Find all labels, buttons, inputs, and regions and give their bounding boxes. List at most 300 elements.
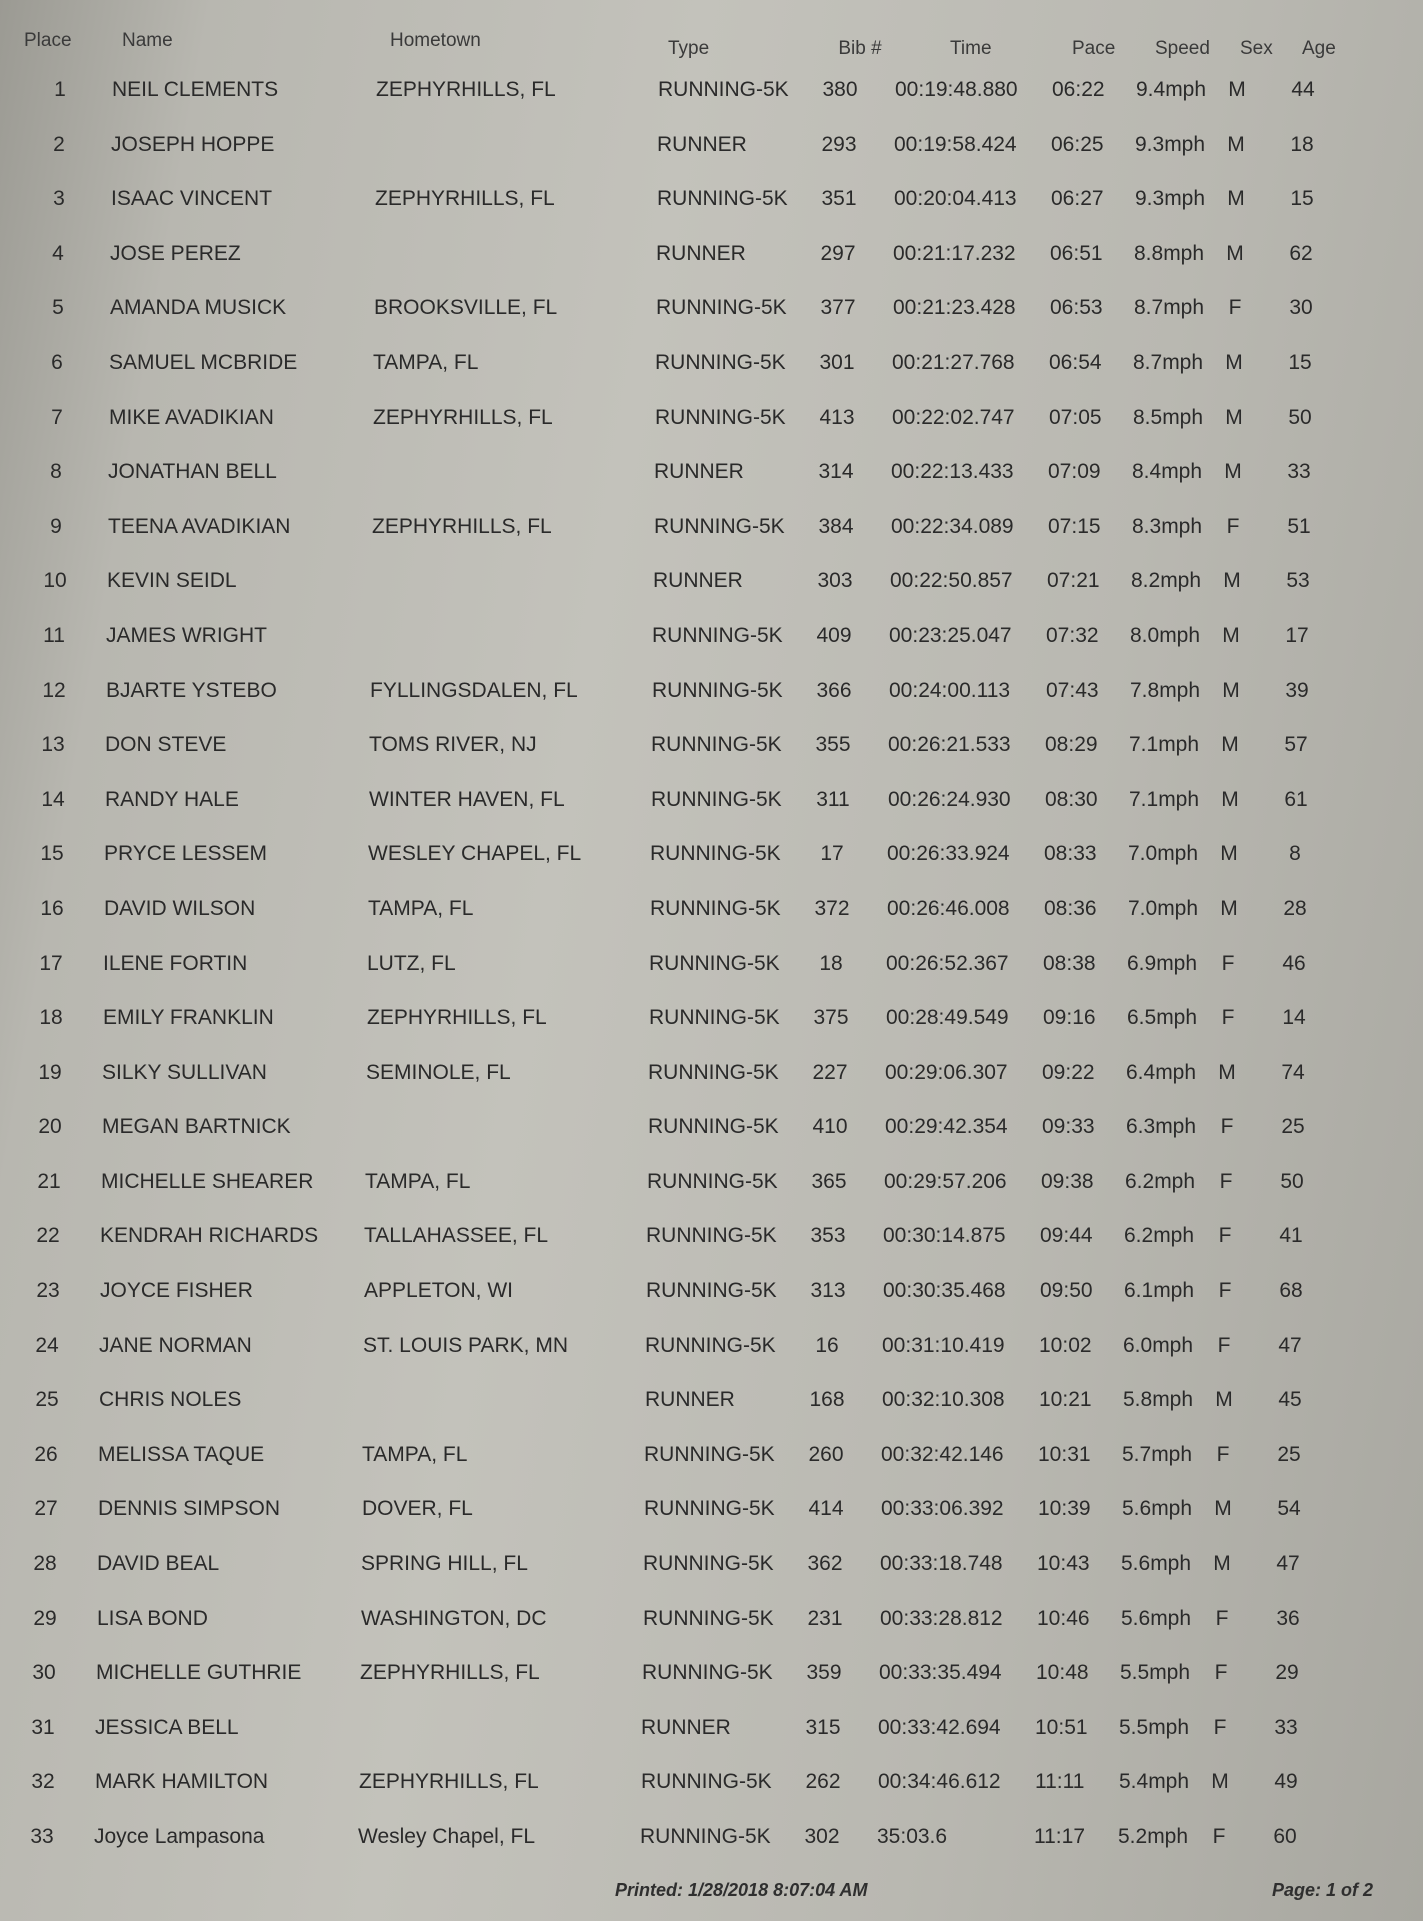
race-type: RUNNING-5K — [646, 1224, 777, 1248]
speed-cell: 5.6mph — [1121, 1606, 1192, 1630]
bib-number: 260 — [808, 1442, 844, 1466]
runner-name: PRYCE LESSEM — [104, 842, 268, 866]
speed-cell: 8.7mph — [1133, 350, 1204, 374]
speed-cell: 5.6mph — [1122, 1497, 1193, 1521]
place-cell: 9 — [50, 514, 62, 538]
finish-time: 00:23:25.047 — [889, 623, 1012, 647]
race-type: RUNNING-5K — [651, 787, 782, 811]
place-cell: 15 — [40, 842, 64, 866]
pace-cell: 10:51 — [1035, 1715, 1088, 1739]
table-row — [0, 557, 1423, 612]
place-cell: 29 — [33, 1606, 57, 1630]
sex-cell: F — [1221, 1006, 1235, 1030]
pace-cell: 10:43 — [1037, 1552, 1090, 1576]
pace-cell: 07:32 — [1046, 623, 1099, 647]
race-type: RUNNING-5K — [650, 842, 781, 866]
hometown-cell: ZEPHYRHILLS, FL — [360, 1661, 540, 1685]
pace-cell: 10:21 — [1039, 1388, 1092, 1412]
hometown-cell: DOVER, FL — [362, 1497, 473, 1521]
finish-time: 00:33:28.812 — [880, 1606, 1003, 1630]
finish-time: 00:29:06.307 — [885, 1060, 1008, 1084]
bib-number: 365 — [811, 1169, 847, 1193]
header-sex: Sex — [1240, 38, 1273, 59]
table-row — [0, 284, 1423, 339]
hometown-cell: ZEPHYRHILLS, FL — [372, 514, 552, 538]
speed-cell: 7.8mph — [1130, 678, 1201, 702]
age-cell: 28 — [1283, 896, 1307, 920]
race-type: RUNNING-5K — [650, 896, 781, 920]
place-cell: 12 — [42, 678, 66, 702]
speed-cell: 7.1mph — [1129, 787, 1200, 811]
race-type: RUNNING-5K — [658, 78, 789, 101]
pace-cell: 08:33 — [1044, 842, 1097, 866]
race-type: RUNNING-5K — [644, 1442, 775, 1466]
runner-name: KEVIN SEIDL — [107, 569, 237, 593]
place-cell: 28 — [33, 1552, 57, 1576]
sex-cell: M — [1226, 241, 1244, 265]
runner-name: DON STEVE — [105, 733, 227, 757]
table-row — [0, 1103, 1423, 1158]
race-type: RUNNING-5K — [648, 1060, 779, 1084]
bib-number: 231 — [807, 1606, 843, 1630]
pace-cell: 09:22 — [1042, 1060, 1095, 1084]
hometown-cell: TOMS RIVER, NJ — [369, 733, 537, 757]
race-type: RUNNING-5K — [651, 733, 782, 757]
runner-name: JOSEPH HOPPE — [111, 132, 275, 156]
pace-cell: 06:51 — [1050, 241, 1103, 265]
race-type: RUNNING-5K — [655, 405, 786, 429]
bib-number: 301 — [819, 350, 855, 374]
speed-cell: 5.5mph — [1119, 1715, 1190, 1739]
place-cell: 5 — [52, 296, 64, 320]
runner-name: CHRIS NOLES — [99, 1388, 242, 1412]
sex-cell: F — [1217, 1333, 1231, 1357]
bib-number: 297 — [820, 241, 856, 265]
pace-cell: 10:46 — [1037, 1606, 1090, 1630]
sex-cell: M — [1214, 1497, 1232, 1521]
hometown-cell: ZEPHYRHILLS, FL — [359, 1770, 539, 1794]
race-type: RUNNING-5K — [649, 1006, 780, 1030]
runner-name: MEGAN BARTNICK — [102, 1115, 291, 1139]
age-cell: 29 — [1275, 1661, 1299, 1685]
table-row — [0, 1212, 1423, 1267]
race-type: RUNNING-5K — [654, 514, 785, 538]
pace-cell: 08:30 — [1045, 787, 1098, 811]
finish-time: 00:24:00.113 — [889, 678, 1011, 702]
hometown-cell: APPLETON, WI — [364, 1279, 513, 1303]
finish-time: 00:22:34.089 — [891, 514, 1014, 538]
race-type: RUNNING-5K — [647, 1169, 778, 1193]
age-cell: 54 — [1277, 1497, 1301, 1521]
sex-cell: M — [1213, 1552, 1231, 1576]
pace-cell: 11:17 — [1034, 1825, 1085, 1848]
place-cell: 8 — [50, 460, 62, 484]
table-row — [0, 121, 1423, 176]
age-cell: 14 — [1282, 1006, 1306, 1030]
pace-cell: 09:44 — [1040, 1224, 1093, 1248]
bib-number: 410 — [812, 1115, 848, 1139]
finish-time: 00:30:14.875 — [883, 1224, 1006, 1248]
pace-cell: 06:25 — [1051, 132, 1104, 156]
hometown-cell: ST. LOUIS PARK, MN — [363, 1333, 568, 1357]
sex-cell: M — [1223, 569, 1241, 593]
age-cell: 44 — [1291, 78, 1315, 101]
hometown-cell: SPRING HILL, FL — [361, 1552, 528, 1576]
age-cell: 39 — [1285, 678, 1309, 702]
runner-name: JAMES WRIGHT — [106, 623, 267, 647]
place-cell: 4 — [52, 241, 64, 265]
finish-time: 00:26:24.930 — [888, 787, 1011, 811]
table-row — [0, 830, 1423, 885]
speed-cell: 9.3mph — [1135, 187, 1206, 211]
table-row — [0, 1431, 1423, 1486]
pace-cell: 09:16 — [1043, 1006, 1096, 1030]
place-cell: 30 — [32, 1661, 56, 1685]
pace-cell: 10:48 — [1036, 1661, 1089, 1685]
place-cell: 24 — [35, 1333, 59, 1357]
runner-name: JESSICA BELL — [95, 1715, 239, 1739]
age-cell: 18 — [1290, 132, 1314, 156]
hometown-cell: ZEPHYRHILLS, FL — [367, 1006, 547, 1030]
place-cell: 14 — [41, 787, 65, 811]
speed-cell: 7.1mph — [1129, 733, 1200, 757]
bib-number: 17 — [820, 842, 844, 866]
finish-time: 00:33:42.694 — [878, 1715, 1001, 1739]
place-cell: 17 — [39, 951, 63, 975]
hometown-cell: Wesley Chapel, FL — [358, 1825, 536, 1848]
pace-cell: 09:50 — [1040, 1279, 1093, 1303]
bib-number: 375 — [813, 1006, 849, 1030]
table-row — [0, 230, 1423, 285]
age-cell: 51 — [1287, 514, 1311, 538]
pace-cell: 06:22 — [1052, 78, 1105, 101]
bib-number: 293 — [821, 132, 857, 156]
speed-cell: 8.7mph — [1134, 296, 1205, 320]
age-cell: 45 — [1278, 1388, 1302, 1412]
speed-cell: 9.4mph — [1136, 78, 1207, 101]
header-pace: Pace — [1072, 38, 1116, 59]
bib-number: 168 — [809, 1388, 845, 1412]
pace-cell: 07:21 — [1047, 569, 1100, 593]
bib-number: 384 — [818, 514, 854, 538]
race-type: RUNNER — [654, 460, 744, 484]
runner-name: JONATHAN BELL — [108, 460, 277, 484]
pace-cell: 07:43 — [1046, 678, 1099, 702]
bib-number: 18 — [819, 951, 843, 975]
place-cell: 21 — [37, 1169, 61, 1193]
pace-cell: 08:36 — [1044, 896, 1097, 920]
finish-time: 00:21:23.428 — [893, 296, 1016, 320]
race-type: RUNNING-5K — [642, 1661, 773, 1685]
bib-number: 372 — [814, 896, 850, 920]
finish-time: 00:21:27.768 — [892, 350, 1015, 374]
sex-cell: F — [1220, 1115, 1234, 1139]
pace-cell: 10:02 — [1039, 1333, 1092, 1357]
table-row — [0, 175, 1423, 230]
hometown-cell: ZEPHYRHILLS, FL — [376, 78, 556, 101]
race-type: RUNNING-5K — [645, 1333, 776, 1357]
table-row — [0, 503, 1423, 558]
hometown-cell: ZEPHYRHILLS, FL — [375, 187, 555, 211]
runner-name: ISAAC VINCENT — [111, 187, 273, 211]
bib-number: 311 — [816, 787, 850, 811]
bib-number: 351 — [821, 187, 857, 211]
place-cell: 6 — [51, 350, 63, 374]
bib-number: 16 — [815, 1333, 839, 1357]
hometown-cell: BROOKSVILLE, FL — [374, 296, 558, 320]
hometown-cell: FYLLINGSDALEN, FL — [370, 678, 578, 702]
finish-time: 00:26:46.008 — [887, 896, 1010, 920]
race-type: RUNNER — [653, 569, 743, 593]
sex-cell: M — [1215, 1388, 1233, 1412]
header-speed: Speed — [1155, 38, 1210, 59]
place-cell: 3 — [53, 187, 65, 211]
hometown-cell: WASHINGTON, DC — [361, 1606, 547, 1630]
sex-cell: F — [1214, 1661, 1228, 1685]
pace-cell: 07:05 — [1049, 405, 1102, 429]
pace-cell: 06:27 — [1051, 187, 1104, 211]
sex-cell: M — [1225, 405, 1243, 429]
sex-cell: M — [1224, 460, 1242, 484]
bib-number: 377 — [820, 296, 856, 320]
table-row — [0, 1540, 1423, 1595]
table-row — [0, 994, 1423, 1049]
sex-cell: M — [1227, 132, 1245, 156]
place-cell: 25 — [35, 1388, 59, 1412]
finish-time: 00:19:58.424 — [894, 132, 1017, 156]
speed-cell: 8.4mph — [1132, 460, 1203, 484]
bib-number: 359 — [806, 1661, 842, 1685]
age-cell: 47 — [1278, 1333, 1302, 1357]
header-hometown: Hometown — [390, 30, 481, 51]
pace-cell: 10:31 — [1038, 1442, 1091, 1466]
sex-cell: M — [1211, 1770, 1229, 1794]
bib-number: 355 — [815, 733, 851, 757]
pace-cell: 06:53 — [1050, 296, 1103, 320]
runner-name: DAVID BEAL — [97, 1552, 220, 1576]
bib-number: 362 — [807, 1552, 843, 1576]
bib-number: 303 — [817, 569, 853, 593]
place-cell: 23 — [36, 1279, 60, 1303]
results-table — [0, 66, 1423, 1868]
runner-name: MIKE AVADIKIAN — [109, 405, 274, 429]
pace-cell: 07:09 — [1048, 460, 1101, 484]
runner-name: DAVID WILSON — [104, 896, 256, 920]
header-time: Time — [950, 38, 992, 59]
finish-time: 00:20:04.413 — [894, 187, 1017, 211]
table-row — [0, 448, 1423, 503]
age-cell: 47 — [1276, 1552, 1300, 1576]
speed-cell: 5.8mph — [1123, 1388, 1194, 1412]
sex-cell: F — [1226, 514, 1240, 538]
runner-name: NEIL CLEMENTS — [112, 78, 279, 101]
finish-time: 00:21:17.232 — [893, 241, 1016, 265]
age-cell: 36 — [1276, 1606, 1300, 1630]
sex-cell: M — [1220, 842, 1238, 866]
runner-name: MICHELLE SHEARER — [101, 1169, 314, 1193]
age-cell: 17 — [1285, 623, 1309, 647]
race-type: RUNNER — [641, 1715, 731, 1739]
finish-time: 00:22:13.433 — [891, 460, 1014, 484]
sex-cell: F — [1212, 1825, 1226, 1848]
runner-name: LISA BOND — [97, 1606, 208, 1630]
runner-name: BJARTE YSTEBO — [106, 678, 277, 702]
race-type: RUNNING-5K — [643, 1552, 774, 1576]
place-cell: 11 — [43, 623, 65, 647]
place-cell: 18 — [39, 1006, 63, 1030]
bib-number: 313 — [810, 1279, 846, 1303]
sex-cell: F — [1219, 1169, 1233, 1193]
table-row — [0, 667, 1423, 722]
place-cell: 1 — [54, 78, 66, 101]
hometown-cell: ZEPHYRHILLS, FL — [373, 405, 553, 429]
age-cell: 46 — [1282, 951, 1306, 975]
runner-name: MICHELLE GUTHRIE — [96, 1661, 302, 1685]
race-type: RUNNING-5K — [652, 678, 783, 702]
place-cell: 13 — [41, 733, 65, 757]
bib-number: 227 — [812, 1060, 848, 1084]
pace-cell: 08:38 — [1043, 951, 1096, 975]
bib-number: 380 — [822, 78, 858, 101]
bib-number: 315 — [805, 1715, 841, 1739]
race-type: RUNNER — [645, 1388, 735, 1412]
bib-number: 366 — [816, 678, 852, 702]
header-age: Age — [1302, 38, 1336, 59]
age-cell: 25 — [1281, 1115, 1305, 1139]
runner-name: MELISSA TAQUE — [98, 1442, 265, 1466]
place-cell: 7 — [51, 405, 63, 429]
finish-time: 00:26:52.367 — [886, 951, 1009, 975]
age-cell: 33 — [1274, 1715, 1298, 1739]
table-row — [0, 1376, 1423, 1431]
speed-cell: 5.7mph — [1122, 1442, 1193, 1466]
runner-name: ILENE FORTIN — [103, 951, 248, 975]
sex-cell: M — [1221, 733, 1239, 757]
race-type: RUNNING-5K — [646, 1279, 777, 1303]
speed-cell: 8.8mph — [1134, 241, 1205, 265]
place-cell: 22 — [36, 1224, 60, 1248]
place-cell: 16 — [40, 896, 64, 920]
age-cell: 57 — [1284, 733, 1308, 757]
finish-time: 00:29:42.354 — [885, 1115, 1008, 1139]
age-cell: 53 — [1286, 569, 1310, 593]
finish-time: 00:33:06.392 — [881, 1497, 1004, 1521]
place-cell: 19 — [38, 1060, 62, 1084]
pace-cell: 06:54 — [1049, 350, 1102, 374]
race-type: RUNNING-5K — [640, 1825, 771, 1848]
runner-name: SAMUEL MCBRIDE — [109, 350, 298, 374]
runner-name: AMANDA MUSICK — [110, 296, 287, 320]
speed-cell: 6.4mph — [1126, 1060, 1197, 1084]
runner-name: EMILY FRANKLIN — [103, 1006, 274, 1030]
sex-cell: M — [1225, 350, 1243, 374]
bib-number: 409 — [816, 623, 852, 647]
age-cell: 50 — [1288, 405, 1312, 429]
race-type: RUNNER — [656, 241, 746, 265]
age-cell: 15 — [1288, 350, 1312, 374]
header-bib: Bib # — [838, 38, 882, 59]
speed-cell: 7.0mph — [1128, 842, 1199, 866]
table-row — [0, 394, 1423, 449]
hometown-cell: TAMPA, FL — [365, 1169, 471, 1193]
finish-time: 00:29:57.206 — [884, 1169, 1007, 1193]
finish-time: 00:19:48.880 — [895, 78, 1018, 101]
runner-name: RANDY HALE — [105, 787, 239, 811]
place-cell: 33 — [30, 1825, 54, 1848]
bib-number: 302 — [804, 1825, 840, 1848]
speed-cell: 8.5mph — [1133, 405, 1204, 429]
table-row — [0, 721, 1423, 776]
table-row — [0, 1485, 1423, 1540]
place-cell: 27 — [34, 1497, 58, 1521]
race-type: RUNNING-5K — [644, 1497, 775, 1521]
table-row — [0, 1758, 1423, 1813]
race-type: RUNNING-5K — [655, 350, 786, 374]
finish-time: 00:30:35.468 — [883, 1279, 1006, 1303]
table-row — [0, 1322, 1423, 1377]
table-row — [0, 66, 1423, 121]
page-number: Page: 1 of 2 — [1272, 1880, 1374, 1900]
race-type: RUNNING-5K — [648, 1115, 779, 1139]
sex-cell: F — [1218, 1224, 1232, 1248]
page-footer — [0, 1880, 1423, 1910]
speed-cell: 6.2mph — [1125, 1169, 1196, 1193]
age-cell: 25 — [1277, 1442, 1301, 1466]
speed-cell: 5.4mph — [1119, 1770, 1190, 1794]
sex-cell: F — [1218, 1279, 1232, 1303]
runner-name: TEENA AVADIKIAN — [108, 514, 291, 538]
age-cell: 33 — [1287, 460, 1311, 484]
place-cell: 32 — [31, 1770, 55, 1794]
runner-name: KENDRAH RICHARDS — [100, 1224, 319, 1248]
table-row — [0, 339, 1423, 394]
place-cell: 2 — [53, 132, 65, 156]
age-cell: 30 — [1289, 296, 1313, 320]
printed-timestamp: Printed: 1/28/2018 8:07:04 AM — [615, 1880, 868, 1900]
age-cell: 49 — [1274, 1770, 1298, 1794]
hometown-cell: WINTER HAVEN, FL — [369, 787, 565, 811]
runner-name: JANE NORMAN — [99, 1333, 252, 1357]
sex-cell: F — [1215, 1606, 1229, 1630]
sex-cell: M — [1222, 623, 1240, 647]
sex-cell: F — [1213, 1715, 1227, 1739]
pace-cell: 11:11 — [1035, 1770, 1085, 1794]
sex-cell: F — [1216, 1442, 1230, 1466]
speed-cell: 8.2mph — [1131, 569, 1202, 593]
race-type: RUNNING-5K — [641, 1770, 772, 1794]
pace-cell: 10:39 — [1038, 1497, 1091, 1521]
speed-cell: 6.5mph — [1127, 1006, 1198, 1030]
table-header — [0, 30, 1423, 66]
speed-cell: 6.2mph — [1124, 1224, 1195, 1248]
bib-number: 314 — [818, 460, 854, 484]
age-cell: 68 — [1279, 1279, 1303, 1303]
pace-cell: 09:33 — [1042, 1115, 1095, 1139]
age-cell: 15 — [1290, 187, 1314, 211]
header-place: Place — [24, 30, 72, 51]
bib-number: 353 — [810, 1224, 846, 1248]
speed-cell: 6.3mph — [1126, 1115, 1197, 1139]
hometown-cell: TAMPA, FL — [373, 350, 479, 374]
hometown-cell: LUTZ, FL — [367, 951, 456, 975]
runner-name: MARK HAMILTON — [95, 1770, 269, 1794]
sex-cell: M — [1222, 678, 1240, 702]
speed-cell: 6.0mph — [1123, 1333, 1194, 1357]
bib-number: 413 — [819, 405, 855, 429]
table-row — [0, 940, 1423, 995]
finish-time: 35:03.6 — [877, 1825, 948, 1848]
place-cell: 10 — [43, 569, 67, 593]
